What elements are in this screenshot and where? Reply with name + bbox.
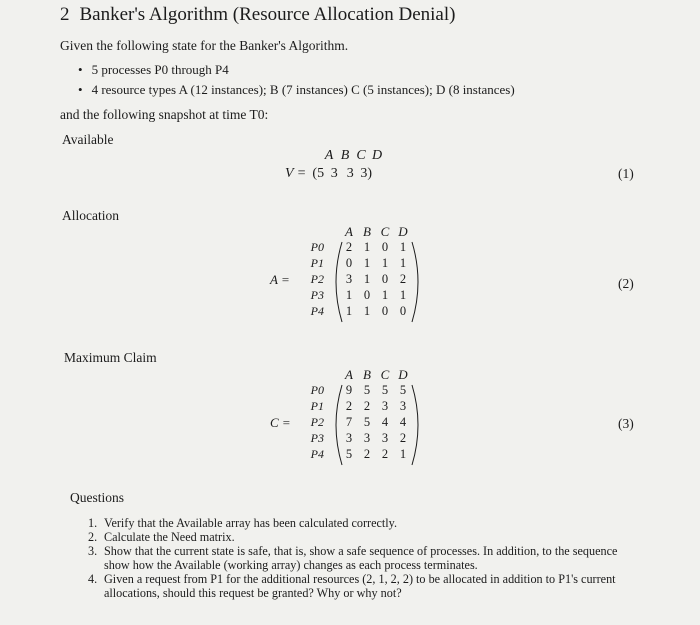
snapshot-intro: and the following snapshot at time T0: xyxy=(60,107,269,122)
row-label: P4 xyxy=(310,304,324,318)
matrix-cell: 4 xyxy=(381,415,389,429)
row-label: P1 xyxy=(310,399,324,413)
matrix-cell: 1 xyxy=(381,256,389,270)
available-columns xyxy=(321,148,385,164)
problem-title: Banker's Algorithm (Resource Allocation Denial) xyxy=(79,4,456,25)
col-header: B xyxy=(363,367,371,382)
question-number: 1. xyxy=(88,516,98,530)
question-item xyxy=(88,516,633,530)
right-paren xyxy=(412,385,418,465)
row-label: P0 xyxy=(310,240,324,254)
vector-value: 3 xyxy=(346,166,354,181)
matrix-cell: 5 xyxy=(381,383,389,397)
intro-text: Given the following state for the Banker's Algorithm. xyxy=(60,38,349,53)
matrix-cell: 5 xyxy=(363,383,371,397)
matrix-cell: 0 xyxy=(399,304,407,318)
questions-list xyxy=(88,516,633,600)
matrix-cell: 3 xyxy=(363,431,371,445)
matrix-cell: 1 xyxy=(381,288,389,302)
matrix-cell: 3 xyxy=(345,272,353,286)
col-header: B xyxy=(340,148,350,163)
matrix-cell: 0 xyxy=(345,256,353,270)
matrix-variable: A = xyxy=(270,272,290,287)
matrix-cell: 2 xyxy=(363,399,371,413)
matrix-cell: 1 xyxy=(399,447,407,461)
matrix-brackets xyxy=(270,224,440,329)
matrix-cell: 0 xyxy=(381,304,389,318)
matrix-cell: 1 xyxy=(363,240,371,254)
matrix-cell: 1 xyxy=(399,288,407,302)
matrix-cell: 1 xyxy=(363,304,371,318)
row-label: P2 xyxy=(310,272,324,286)
available-var: V = xyxy=(285,166,307,181)
row-label: P0 xyxy=(310,383,324,397)
question-text: Show that the current state is safe, that is, show a safe sequence of processes. In addition, to the sequence show how the Available (working array) changes as each process terminates. xyxy=(104,544,618,572)
matrix-cell: 1 xyxy=(345,304,353,318)
matrix-cell: 5 xyxy=(399,383,407,397)
col-header: B xyxy=(363,224,371,239)
matrix-brackets xyxy=(270,367,440,472)
matrix-cell: 2 xyxy=(363,447,371,461)
matrix-cell: 1 xyxy=(345,288,353,302)
matrix-cell: 0 xyxy=(381,272,389,286)
matrix-cell: 1 xyxy=(399,240,407,254)
matrix-variable: C = xyxy=(270,415,291,430)
matrix-cell: 0 xyxy=(381,240,389,254)
matrix-cell: 3 xyxy=(381,399,389,413)
left-paren xyxy=(336,242,342,322)
matrix-cell: 7 xyxy=(345,415,353,429)
matrix-cell: 2 xyxy=(345,240,353,254)
eq-number-1: (1) xyxy=(618,166,634,181)
allocation-label: Allocation xyxy=(62,208,119,223)
matrix-cell: 5 xyxy=(363,415,371,429)
question-number: 3. xyxy=(88,544,98,558)
question-text: Calculate the Need matrix. xyxy=(104,530,235,544)
matrix-cell: 3 xyxy=(399,399,407,413)
matrix-cell: 9 xyxy=(345,383,353,397)
col-header: A xyxy=(345,224,353,239)
col-header: A xyxy=(324,148,334,163)
col-header: D xyxy=(371,148,383,163)
eq-number-3: (3) xyxy=(618,416,634,431)
question-item xyxy=(88,530,633,544)
row-label: P4 xyxy=(310,447,324,461)
row-label: P1 xyxy=(310,256,324,270)
col-header: C xyxy=(380,224,390,239)
matrix-cell: 1 xyxy=(363,272,371,286)
matrix-cell: 5 xyxy=(345,447,353,461)
problem-number: 2 xyxy=(60,4,70,25)
question-item xyxy=(88,544,633,572)
matrix-cell: 4 xyxy=(399,415,407,429)
matrix-cell: 3 xyxy=(381,431,389,445)
matrix-cell: 0 xyxy=(363,288,371,302)
questions-title: Questions xyxy=(70,490,124,505)
row-label: P2 xyxy=(310,415,324,429)
problem-heading xyxy=(60,4,455,26)
row-label: P3 xyxy=(310,288,324,302)
col-header: D xyxy=(398,367,408,382)
row-label: P3 xyxy=(310,431,324,445)
question-text: Verify that the Available array has been calculated correctly. xyxy=(104,516,398,530)
question-item xyxy=(88,572,633,600)
available-values xyxy=(285,166,374,182)
matrix-cell: 3 xyxy=(345,431,353,445)
eq-number-2: (2) xyxy=(618,276,634,291)
left-paren xyxy=(336,385,342,465)
vector-value: 3) xyxy=(360,166,373,181)
question-number: 4. xyxy=(88,572,98,586)
bullet-list xyxy=(78,62,515,102)
matrix-cell: 2 xyxy=(345,399,353,413)
right-paren xyxy=(412,242,418,322)
matrix-cell: 1 xyxy=(399,256,407,270)
matrix-cell: 2 xyxy=(399,431,407,445)
bullet-item: • 5 processes P0 through P4 xyxy=(78,62,515,82)
vector-value: 3 xyxy=(330,166,338,181)
col-header: D xyxy=(398,224,408,239)
allocation-matrix xyxy=(270,224,440,329)
bullet-item: • 4 resource types A (12 instances); B (7 instances) C (5 instances); D (8 instances) xyxy=(78,82,515,102)
vector-value: (5 xyxy=(312,166,325,181)
col-header: A xyxy=(345,367,353,382)
matrix-cell: 2 xyxy=(381,447,389,461)
col-header: C xyxy=(356,148,366,163)
col-header: C xyxy=(380,367,390,382)
max-claim-label: Maximum Claim xyxy=(64,350,157,365)
matrix-cell: 2 xyxy=(399,272,407,286)
question-number: 2. xyxy=(88,530,98,544)
matrix-cell: 1 xyxy=(363,256,371,270)
max-claim-matrix xyxy=(270,367,440,472)
question-text: Given a request from P1 for the additional resources (2, 1, 2, 2) to be allocated in addition to P1's current allocations, should this request be granted? Why or why not? xyxy=(104,572,616,600)
available-label: Available xyxy=(62,132,114,147)
